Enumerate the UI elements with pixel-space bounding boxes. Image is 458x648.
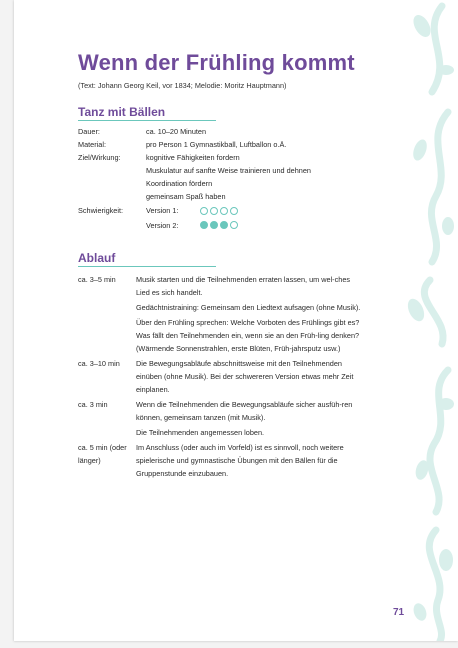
goal-item: gemeinsam Spaß haben: [146, 191, 226, 201]
goal-label: Ziel/Wirkung:: [78, 152, 121, 162]
section-divider: [78, 266, 216, 267]
material-value: pro Person 1 Gymnastikball, Luftballon o.Ä.: [146, 139, 287, 149]
difficulty-circle-icon: [230, 221, 238, 229]
step-time: ca. 3–10 min: [78, 358, 120, 368]
difficulty-circle-icon: [230, 207, 238, 215]
section-divider: [78, 120, 216, 121]
difficulty-circle-icon: [220, 221, 228, 229]
step-row: [78, 442, 364, 481]
difficulty-circle-icon: [210, 207, 218, 215]
goal-item: Koordination fördern: [146, 178, 213, 188]
step-text: Über den Frühling sprechen: Welche Vorboten des Frühlings gibt es? Was fällt den Teilnehmenden ein, wenn sie an den Früh-ling denken? (Wärmende Sonnenstrahlen, erste Blüten, Früh-jahrsputz usw.): [136, 317, 360, 353]
version-label: Version 2:: [146, 221, 179, 231]
step-row: [78, 274, 364, 355]
step-row: [78, 399, 364, 440]
page-title: Wenn der Frühling kommt: [78, 50, 355, 75]
activity-info: [78, 126, 311, 233]
difficulty-circle-icon: [200, 207, 208, 215]
duration-label: Dauer:: [78, 127, 100, 136]
step-text: Im Anschluss (oder auch im Vorfeld) ist es sinnvoll, noch weitere spielerische und gymnastische Übungen mit den Bällen für die Gruppenstunde einzubauen.: [136, 443, 344, 479]
version-label: Version 1:: [146, 206, 179, 216]
step-text: Die Teilnehmenden angemessen loben.: [136, 427, 265, 437]
difficulty-row: [146, 205, 311, 218]
step-time: ca. 5 min (oder länger): [78, 443, 127, 466]
difficulty-circle-icon: [200, 221, 208, 229]
duration-value: ca. 10–20 Minuten: [146, 127, 207, 136]
difficulty-row: [146, 220, 311, 233]
step-text: Wenn die Teilnehmenden die Bewegungsabläufe sicher ausfüh-ren können, gemeinsam tanzen (mit Musik).: [136, 400, 353, 423]
difficulty-label: Schwierigkeit:: [78, 206, 124, 216]
goal-item: Muskulatur auf sanfte Weise trainieren und dehnen: [146, 165, 311, 175]
step-time: ca. 3 min: [78, 400, 108, 410]
step-text: Die Bewegungsabläufe abschnittsweise mit den Teilnehmenden einüben (ohne Musik). Bei der schwereren Version etwas mehr Zeit einplanen.: [136, 358, 354, 394]
goal-item: kognitive Fähigkeiten fordern: [146, 152, 240, 162]
procedure-steps: [78, 274, 364, 484]
goal-list: [146, 152, 311, 204]
section-heading-dance: Tanz mit Bällen: [78, 105, 166, 119]
difficulty-list: [146, 205, 311, 233]
difficulty-rating: [200, 221, 238, 229]
page-number: 71: [393, 607, 405, 618]
book-page: [14, 0, 458, 641]
difficulty-rating: [200, 207, 238, 215]
step-row: [78, 358, 364, 397]
floral-ornament-icon: [402, 0, 458, 641]
step-time: ca. 3–5 min: [78, 275, 116, 284]
step-text: Musik starten und die Teilnehmenden erraten lassen, um wel-ches Lied es sich handelt.: [136, 275, 351, 297]
step-text: Gedächtnistraining: Gemeinsam den Liedtext aufsagen (ohne Musik).: [136, 302, 361, 312]
song-credits: (Text: Johann Georg Keil, vor 1834; Melodie: Moritz Hauptmann): [78, 81, 287, 90]
difficulty-circle-icon: [210, 221, 218, 229]
difficulty-circle-icon: [220, 207, 228, 215]
section-heading-procedure: Ablauf: [78, 251, 116, 265]
material-label: Material:: [78, 139, 106, 149]
